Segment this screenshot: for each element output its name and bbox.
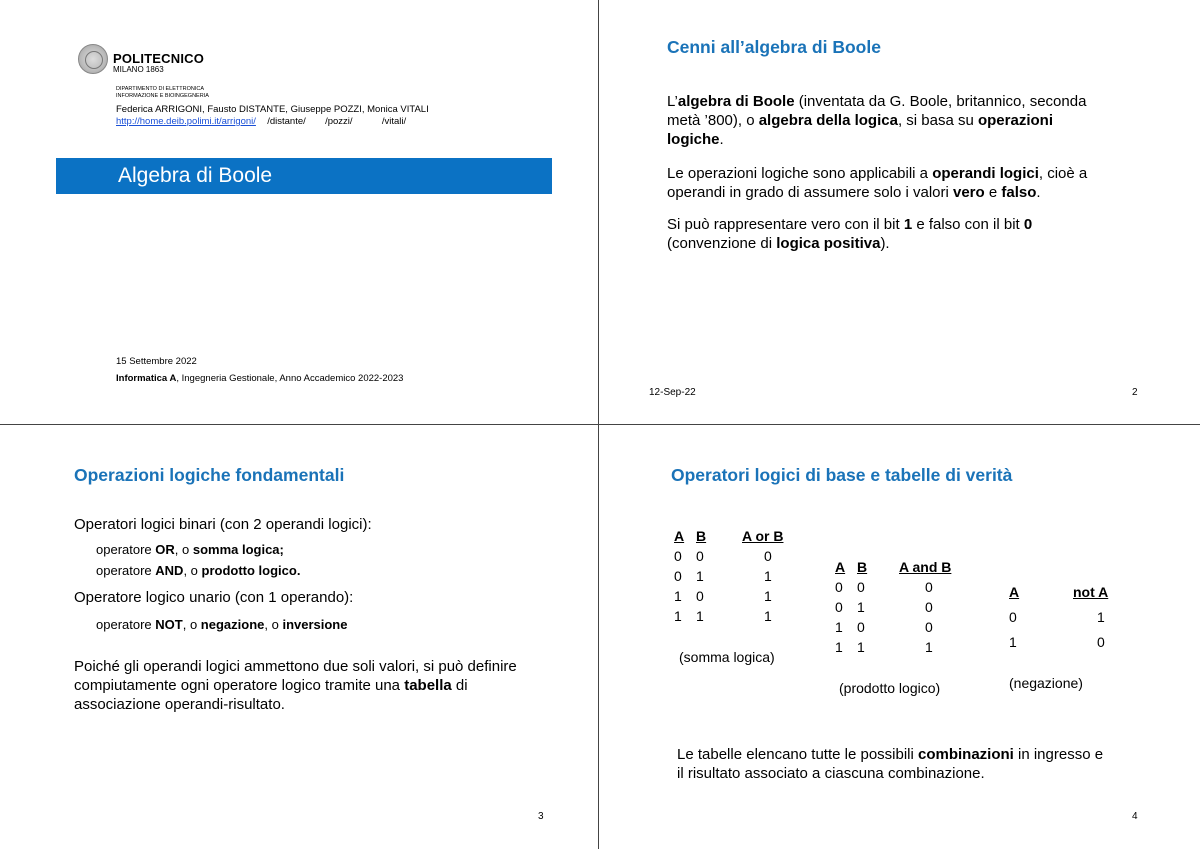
footer-date: 12-Sep-22 [649,387,696,398]
table-row: 0 1 1 [674,568,772,584]
not-truth-table [1009,582,1108,652]
not-line: operatore NOT, o negazione, o inversione [96,617,348,632]
table-row: 1 0 [1009,634,1105,650]
department [116,86,209,100]
and-caption: (prodotto logico) [839,680,941,696]
authors: Federica ARRIGONI, Fausto DISTANTE, Giuseppe POZZI, Monica VITALI [116,104,429,115]
binary-intro: Operatori logici binari (con 2 operandi logici): [74,516,372,533]
header-cell: B [857,559,868,575]
course-name: Informatica A [116,373,177,384]
or-caption: (somma logica) [679,649,775,665]
header-cell: B [696,528,707,544]
table-row: 1 0 1 [674,588,772,604]
table-row: 1 1 1 [835,639,933,655]
table-row: 1 1 1 [674,608,772,624]
not-caption: (negazione) [1009,675,1083,691]
table-row: 0 0 0 [835,579,933,595]
slide-2 [599,0,1197,424]
header-cell: A or B [742,528,784,544]
course-details: , Ingegneria Gestionale, Anno Accademico 2022-2023 [176,373,404,384]
header-cell: not A [1073,584,1109,600]
or-line: operatore OR, o somma logica; [96,542,284,557]
table-row: 1 0 0 [835,619,933,635]
table-row: 0 1 [1009,609,1105,625]
slide-1 [0,0,598,424]
table-row: 0 0 0 [674,548,772,564]
header-cell: A [835,559,846,575]
course-line [116,373,403,384]
header-cell: A and B [899,559,952,575]
politecnico-seal-icon [78,44,108,74]
or-truth-table [674,526,783,626]
title-banner [56,158,552,194]
summary-paragraph: Le tabelle elencano tutte le possibili combinazioni in ingresso e il risultato associato a ciascuna combinazione. [677,746,1104,782]
and-line: operatore AND, o prodotto logico. [96,563,301,578]
date: 15 Settembre 2022 [116,356,197,367]
slide-3 [0,425,598,849]
dept-line-1: DIPARTIMENTO DI ELETTRONICA [116,86,205,92]
explanation-paragraph: Poiché gli operandi logici ammettono due soli valori, si può definire compiutamente ogni operatore logico tramite una tabella di associazione operandi-risultato. [74,658,517,713]
table-row: 0 1 0 [835,599,933,615]
url-part: /vitali/ [381,116,407,127]
logo-title: POLITECNICO [113,51,205,66]
unary-intro: Operatore logico unario (con 1 operando): [74,589,354,606]
url-row [116,116,406,127]
slide-title: Operatori logici di base e tabelle di verità [671,465,1013,485]
slide-title: Cenni all’algebra di Boole [667,37,881,57]
page-number: 3 [538,811,544,822]
slide-4 [599,425,1197,849]
header-cell: A [1009,584,1020,600]
home-link[interactable]: http://home.deib.polimi.it/arrigoni/ [116,116,256,127]
page-number: 4 [1132,811,1138,822]
paragraph-2: Le operazioni logiche sono applicabili a operandi logici, cioè a operandi in grado di assumere solo i valori vero e falso. [667,165,1088,201]
paragraph-3: Si può rappresentare vero con il bit 1 e falso con il bit 0 (convenzione di logica positiva). [667,216,1033,252]
url-part: /pozzi/ [325,116,353,127]
header-cell: A [674,528,685,544]
slide-title: Operazioni logiche fondamentali [74,465,345,485]
page-number: 2 [1132,387,1138,398]
slide-title: Algebra di Boole [118,164,273,187]
paragraph-1: L’algebra di Boole (inventata da G. Boole, britannico, seconda metà ’800), o algebra della logica, si basa su operazioni logiche. [667,93,1087,148]
logo-subtitle: MILANO 1863 [113,65,164,74]
dept-line-2: INFORMAZIONE E BIOINGEGNERIA [116,93,209,99]
url-part: /distante/ [267,116,306,127]
and-truth-table [835,557,951,657]
